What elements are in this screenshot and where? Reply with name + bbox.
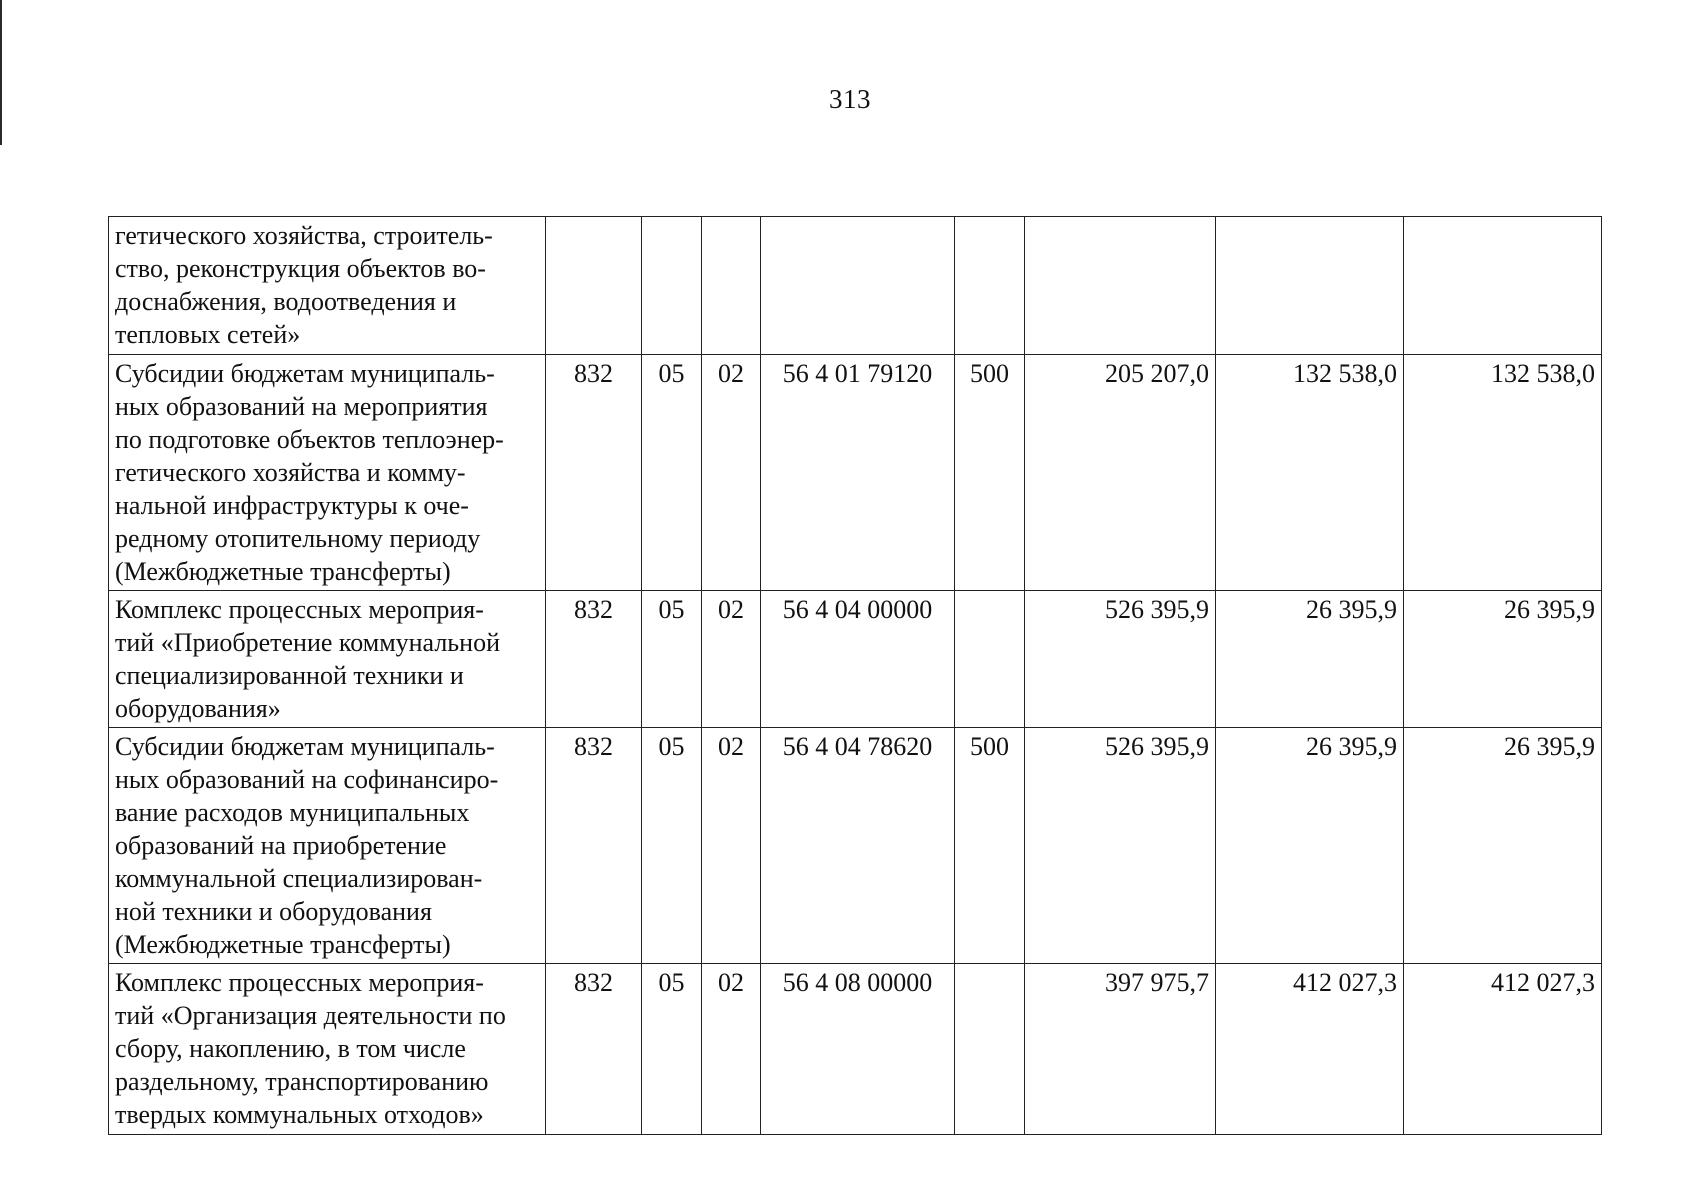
amount-3: 412 027,3	[1404, 964, 1602, 1135]
amount-1	[1025, 217, 1216, 355]
page-number: 313	[829, 84, 871, 114]
amount-3: 132 538,0	[1404, 355, 1602, 591]
expense-type-code	[955, 591, 1025, 728]
target-article-code: 56 4 01 79120	[761, 355, 955, 591]
target-article-code: 56 4 04 00000	[761, 591, 955, 728]
subsection-code: 02	[702, 355, 761, 591]
row-description: Комплекс процессных мероприя- тий «Организация деятельности по сбору, накоплению, в том числе раздельному, транспортированию твердых коммунальных отходов»	[109, 964, 546, 1135]
target-article-code: 56 4 04 78620	[761, 728, 955, 964]
table-row	[109, 964, 1602, 1135]
amount-1: 526 395,9	[1025, 728, 1216, 964]
target-article-code: 56 4 08 00000	[761, 964, 955, 1135]
amount-3: 26 395,9	[1404, 591, 1602, 728]
amount-1: 397 975,7	[1025, 964, 1216, 1135]
table-row	[109, 355, 1602, 591]
budget-table	[108, 216, 1602, 1135]
subsection-code: 02	[702, 591, 761, 728]
ministry-code: 832	[546, 728, 642, 964]
section-code	[642, 217, 702, 355]
scan-edge-mark	[0, 0, 2, 145]
row-description: Комплекс процессных мероприя- тий «Приобретение коммунальной специализированной техники и оборудования»	[109, 591, 546, 728]
ministry-code: 832	[546, 591, 642, 728]
section-code: 05	[642, 728, 702, 964]
expense-type-code: 500	[955, 728, 1025, 964]
section-code: 05	[642, 964, 702, 1135]
row-description: гетического хозяйства, строитель- ство, реконструкция объектов во- доснабжения, водоотведения и тепловых сетей»	[109, 217, 546, 355]
ministry-code: 832	[546, 964, 642, 1135]
expense-type-code: 500	[955, 355, 1025, 591]
row-description: Субсидии бюджетам муниципаль- ных образований на мероприятия по подготовке объектов теплоэнер- гетического хозяйства и комму- нальной инфраструктуры к оче- редному отопительному периоду (Межбюджетные трансферты)	[109, 355, 546, 591]
subsection-code	[702, 217, 761, 355]
expense-type-code	[955, 217, 1025, 355]
target-article-code	[761, 217, 955, 355]
subsection-code: 02	[702, 728, 761, 964]
amount-2: 412 027,3	[1216, 964, 1404, 1135]
amount-2: 26 395,9	[1216, 591, 1404, 728]
amount-1: 205 207,0	[1025, 355, 1216, 591]
amount-2: 132 538,0	[1216, 355, 1404, 591]
amount-2: 26 395,9	[1216, 728, 1404, 964]
ministry-code: 832	[546, 355, 642, 591]
subsection-code: 02	[702, 964, 761, 1135]
amount-1: 526 395,9	[1025, 591, 1216, 728]
section-code: 05	[642, 591, 702, 728]
expense-type-code	[955, 964, 1025, 1135]
amount-2	[1216, 217, 1404, 355]
table-row	[109, 591, 1602, 728]
table-row	[109, 728, 1602, 964]
amount-3: 26 395,9	[1404, 728, 1602, 964]
ministry-code	[546, 217, 642, 355]
row-description: Субсидии бюджетам муниципаль- ных образований на софинансиро- вание расходов муниципальных образований на приобретение коммунальной специализирован- ной техники и оборудования (Межбюджетные трансферты)	[109, 728, 546, 964]
table-row	[109, 217, 1602, 355]
amount-3	[1404, 217, 1602, 355]
section-code: 05	[642, 355, 702, 591]
